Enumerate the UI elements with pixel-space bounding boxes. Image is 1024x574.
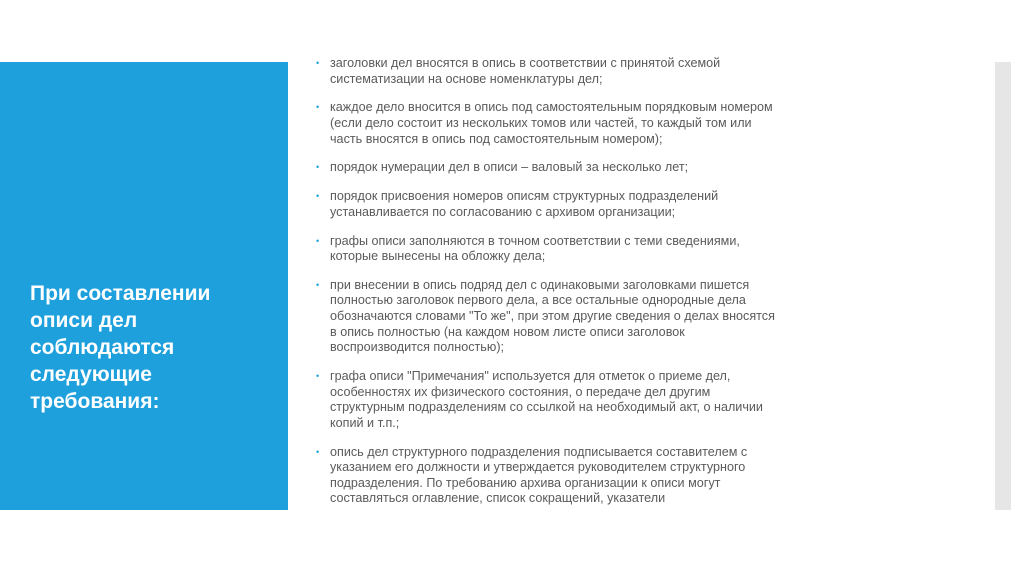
list-item-text: структурным подразделениям со ссылкой на необходимый акт, о наличии [330, 400, 763, 415]
title-line: соблюдаются [30, 336, 175, 359]
list-item [316, 278, 816, 356]
list-item-text: в опись полностью (на каждом новом листе описи заголовок [330, 324, 685, 339]
list-item-text: при внесении в опись подряд дел с одинаковыми заголовками пишется [330, 277, 750, 292]
title-line: описи дел [30, 309, 138, 332]
requirements-list [316, 56, 816, 520]
bullet-icon: • [316, 279, 320, 290]
list-item-text: которые вынесены на обложку дела; [330, 249, 546, 264]
list-item [316, 189, 816, 220]
list-item [316, 160, 816, 176]
list-item-text: особенностях их физического состояния, о передаче дел другим [330, 384, 711, 399]
list-item [316, 234, 816, 265]
list-item [316, 100, 816, 147]
bullet-icon: • [316, 58, 320, 68]
list-item-text: порядок нумерации дел в описи – валовый за несколько лет; [330, 160, 689, 175]
list-item-text: систематизации на основе номенклатуры дел; [330, 71, 603, 86]
list-item-text: графы описи заполняются в точном соответствии с теми сведениями, [330, 233, 740, 248]
title-line: При составлении [30, 282, 211, 305]
title-line: требования: [30, 390, 160, 413]
list-item-text: (если дело состоит из нескольких томов или частей, то каждый том или [330, 115, 752, 130]
list-item-text: копий и т.п.; [330, 415, 400, 430]
bullet-icon: • [316, 162, 320, 173]
list-item-text: воспроизводится полностью); [330, 340, 505, 355]
list-item-text: порядок присвоения номеров описям структурных подразделений [330, 189, 719, 204]
list-item-text: опись дел структурного подразделения подписывается составителем с [330, 444, 748, 459]
list-item [316, 369, 816, 431]
bullet-icon: • [316, 102, 320, 113]
list-item-text: каждое дело вносится в опись под самостоятельным порядковым номером [330, 100, 773, 115]
bullet-icon: • [316, 371, 320, 382]
slide-title [30, 280, 280, 415]
title-panel [0, 62, 288, 510]
list-item-text: подразделения. По требованию архива организации к описи могут [330, 475, 721, 490]
side-bar [995, 62, 1011, 510]
bullet-icon: • [316, 446, 320, 457]
list-item-text: заголовки дел вносятся в опись в соответствии с принятой схемой [330, 56, 721, 70]
list-item-text: устанавливается по согласованию с архивом организации; [330, 204, 676, 219]
list-item-text: составляться оглавление, список сокращений, указатели [330, 491, 666, 506]
list-item-text: часть вносятся в опись под самостоятельным номером); [330, 131, 663, 146]
list-item-text: обозначаются словами "То же", при этом другие сведения о делах вносятся [330, 309, 775, 324]
list-item [316, 445, 816, 507]
bullet-icon: • [316, 235, 320, 246]
list-item-text: полностью заголовок первого дела, а все остальные однородные дела [330, 293, 746, 308]
list-item-text: графа описи "Примечания" используется для отметок о приеме дел, [330, 369, 731, 384]
title-line: следующие [30, 363, 152, 386]
bullet-icon: • [316, 191, 320, 202]
list-item [316, 56, 816, 87]
list-item-text: указанием его должности и утверждается руководителем структурного [330, 460, 746, 475]
